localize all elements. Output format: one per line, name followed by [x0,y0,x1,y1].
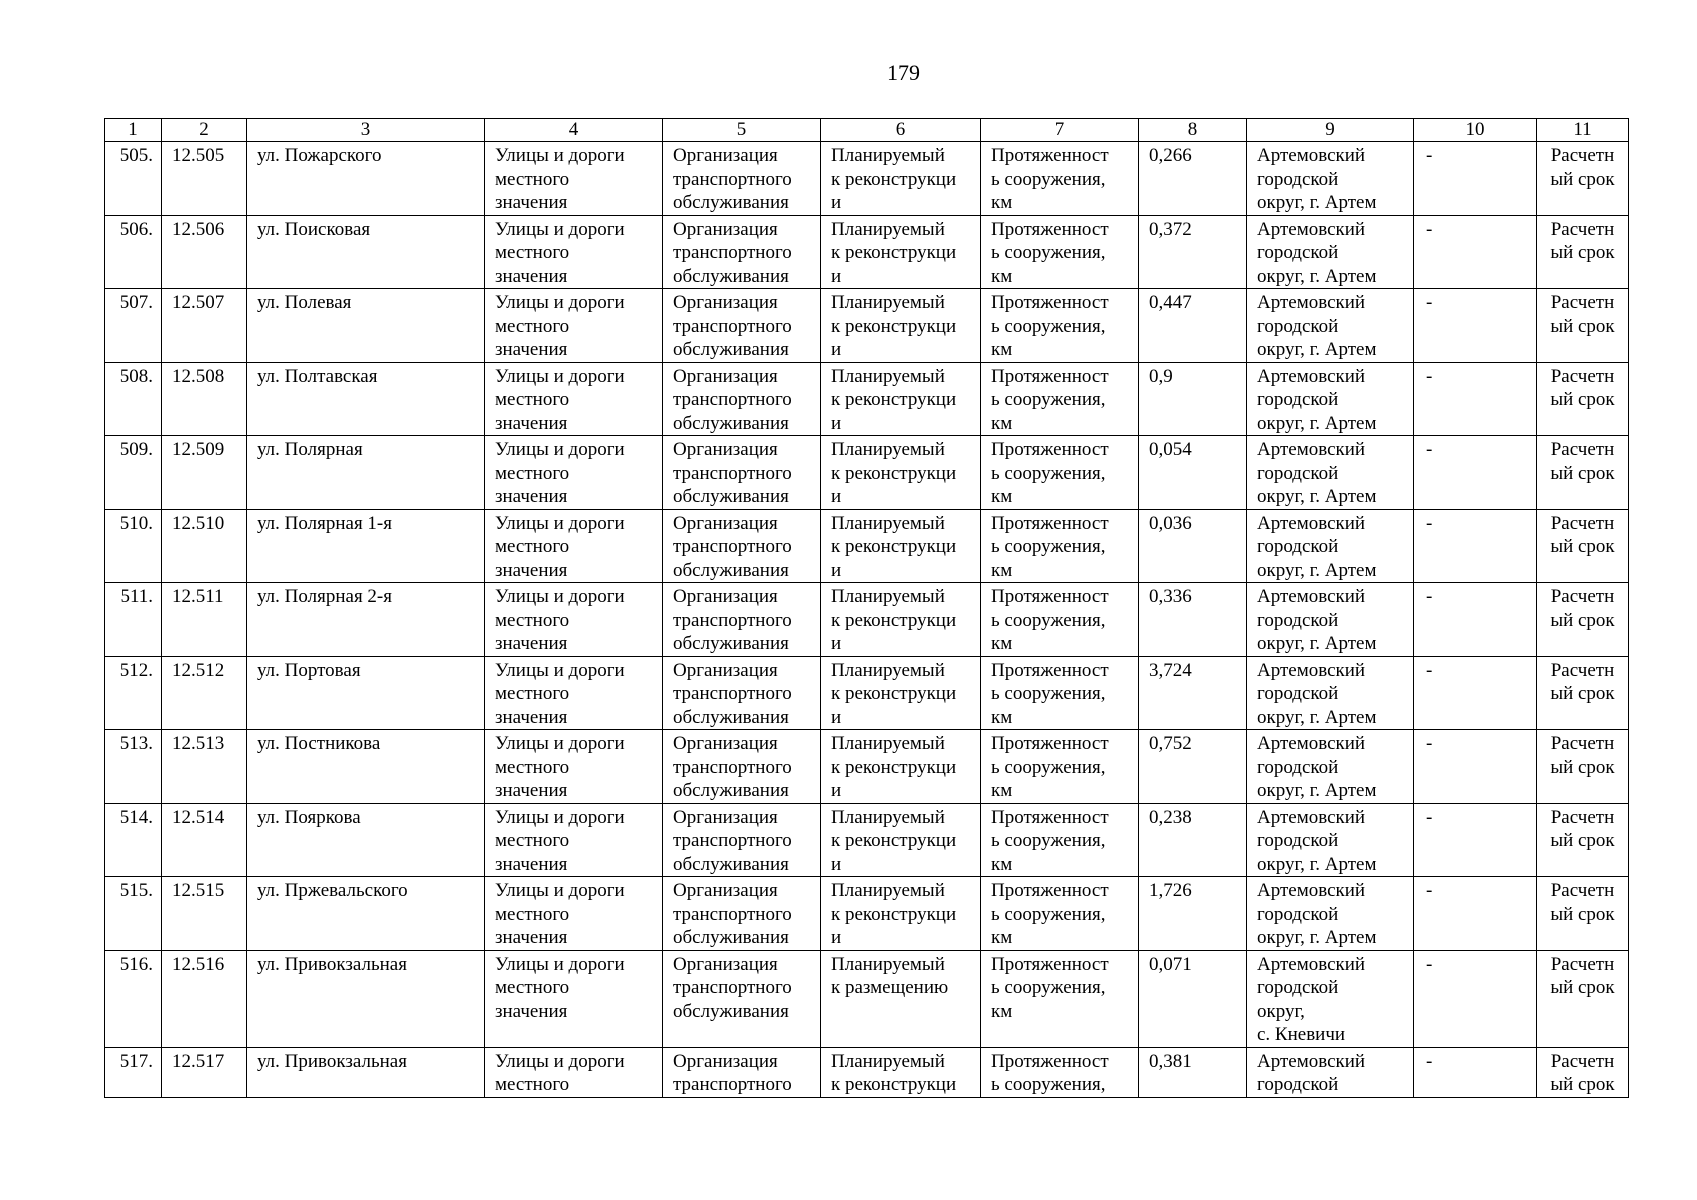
characteristic-name-cell: Протяженност ь сооружения, км [981,950,1139,1047]
street-name-cell: ул. Полярная [247,436,485,510]
location-cell: Артемовский городской округ, г. Артем [1247,656,1414,730]
zone-cell: - [1414,509,1537,583]
characteristic-value-cell: 0,036 [1139,509,1247,583]
column-header: 5 [663,119,821,142]
object-code-cell: 12.506 [162,215,247,289]
characteristic-value-cell: 0,266 [1139,142,1247,216]
object-type-cell: Улицы и дороги местного значения [485,436,663,510]
location-cell: Артемовский городской округ, г. Артем [1247,215,1414,289]
row-number-cell: 516. [105,950,162,1047]
location-cell: Артемовский городской округ, г. Артем [1247,583,1414,657]
row-number-cell: 509. [105,436,162,510]
term-cell: Расчетн ый срок [1537,950,1629,1047]
object-status-cell: Планируемый к реконструкци и [821,509,981,583]
object-type-cell: Улицы и дороги местного значения [485,215,663,289]
zone-cell: - [1414,142,1537,216]
table-row [105,215,1629,289]
term-cell: Расчетн ый срок [1537,583,1629,657]
column-header: 7 [981,119,1139,142]
object-purpose-cell: Организация транспортного [663,1047,821,1097]
street-name-cell: ул. Пояркова [247,803,485,877]
zone-cell: - [1414,1047,1537,1097]
object-code-cell: 12.507 [162,289,247,363]
characteristic-name-cell: Протяженност ь сооружения, км [981,289,1139,363]
characteristic-value-cell: 0,054 [1139,436,1247,510]
object-code-cell: 12.517 [162,1047,247,1097]
zone-cell: - [1414,583,1537,657]
table-row [105,289,1629,363]
street-name-cell: ул. Постникова [247,730,485,804]
location-cell: Артемовский городской округ, г. Артем [1247,289,1414,363]
row-number-cell: 511. [105,583,162,657]
object-code-cell: 12.510 [162,509,247,583]
row-number-cell: 515. [105,877,162,951]
characteristic-value-cell: 0,381 [1139,1047,1247,1097]
table-row [105,730,1629,804]
object-type-cell: Улицы и дороги местного значения [485,362,663,436]
street-name-cell: ул. Привокзальная [247,1047,485,1097]
table-row [105,362,1629,436]
table-row [105,1047,1629,1097]
object-status-cell: Планируемый к реконструкци и [821,583,981,657]
characteristic-name-cell: Протяженност ь сооружения, км [981,877,1139,951]
zone-cell: - [1414,656,1537,730]
zone-cell: - [1414,289,1537,363]
row-number-cell: 517. [105,1047,162,1097]
object-type-cell: Улицы и дороги местного значения [485,950,663,1047]
zone-cell: - [1414,803,1537,877]
object-purpose-cell: Организация транспортного обслуживания [663,142,821,216]
term-cell: Расчетн ый срок [1537,1047,1629,1097]
characteristic-name-cell: Протяженност ь сооружения, км [981,436,1139,510]
table-row [105,950,1629,1047]
object-status-cell: Планируемый к размещению [821,950,981,1047]
column-header: 6 [821,119,981,142]
object-type-cell: Улицы и дороги местного значения [485,803,663,877]
street-name-cell: ул. Поисковая [247,215,485,289]
characteristic-name-cell: Протяженност ь сооружения, км [981,215,1139,289]
object-type-cell: Улицы и дороги местного значения [485,289,663,363]
object-status-cell: Планируемый к реконструкци [821,1047,981,1097]
row-number-cell: 508. [105,362,162,436]
object-type-cell: Улицы и дороги местного значения [485,730,663,804]
object-type-cell: Улицы и дороги местного значения [485,509,663,583]
term-cell: Расчетн ый срок [1537,656,1629,730]
object-code-cell: 12.511 [162,583,247,657]
term-cell: Расчетн ый срок [1537,362,1629,436]
object-code-cell: 12.515 [162,877,247,951]
table-row [105,142,1629,216]
zone-cell: - [1414,362,1537,436]
object-type-cell: Улицы и дороги местного значения [485,656,663,730]
table-row [105,656,1629,730]
table-row [105,583,1629,657]
characteristic-value-cell: 0,238 [1139,803,1247,877]
zone-cell: - [1414,436,1537,510]
term-cell: Расчетн ый срок [1537,730,1629,804]
object-type-cell: Улицы и дороги местного значения [485,583,663,657]
column-header: 8 [1139,119,1247,142]
column-header: 10 [1414,119,1537,142]
characteristic-name-cell: Протяженност ь сооружения, км [981,656,1139,730]
location-cell: Артемовский городской округ, г. Артем [1247,803,1414,877]
street-name-cell: ул. Полярная 1-я [247,509,485,583]
object-code-cell: 12.512 [162,656,247,730]
object-purpose-cell: Организация транспортного обслуживания [663,436,821,510]
page-number: 179 [887,60,920,85]
characteristic-name-cell: Протяженност ь сооружения, [981,1047,1139,1097]
column-header: 11 [1537,119,1629,142]
characteristic-value-cell: 0,9 [1139,362,1247,436]
object-purpose-cell: Организация транспортного обслуживания [663,583,821,657]
term-cell: Расчетн ый срок [1537,436,1629,510]
characteristic-name-cell: Протяженност ь сооружения, км [981,509,1139,583]
row-number-cell: 514. [105,803,162,877]
data-table [104,118,1629,1098]
object-purpose-cell: Организация транспортного обслуживания [663,950,821,1047]
street-name-cell: ул. Пожарского [247,142,485,216]
column-header: 2 [162,119,247,142]
column-header: 4 [485,119,663,142]
street-name-cell: ул. Привокзальная [247,950,485,1047]
object-code-cell: 12.513 [162,730,247,804]
location-cell: Артемовский городской округ, с. Кневичи [1247,950,1414,1047]
characteristic-name-cell: Протяженност ь сооружения, км [981,803,1139,877]
table-row [105,436,1629,510]
object-type-cell: Улицы и дороги местного [485,1047,663,1097]
table-row [105,509,1629,583]
street-name-cell: ул. Полярная 2-я [247,583,485,657]
zone-cell: - [1414,877,1537,951]
object-purpose-cell: Организация транспортного обслуживания [663,215,821,289]
row-number-cell: 505. [105,142,162,216]
object-status-cell: Планируемый к реконструкци и [821,730,981,804]
location-cell: Артемовский городской округ, г. Артем [1247,509,1414,583]
object-purpose-cell: Организация транспортного обслуживания [663,730,821,804]
characteristic-value-cell: 0,372 [1139,215,1247,289]
table-row [105,803,1629,877]
object-purpose-cell: Организация транспортного обслуживания [663,656,821,730]
object-purpose-cell: Организация транспортного обслуживания [663,362,821,436]
characteristic-name-cell: Протяженност ь сооружения, км [981,362,1139,436]
object-code-cell: 12.508 [162,362,247,436]
term-cell: Расчетн ый срок [1537,142,1629,216]
object-code-cell: 12.505 [162,142,247,216]
zone-cell: - [1414,215,1537,289]
characteristic-value-cell: 0,752 [1139,730,1247,804]
row-number-cell: 510. [105,509,162,583]
street-name-cell: ул. Полевая [247,289,485,363]
object-purpose-cell: Организация транспортного обслуживания [663,877,821,951]
characteristic-value-cell: 0,071 [1139,950,1247,1047]
term-cell: Расчетн ый срок [1537,877,1629,951]
object-type-cell: Улицы и дороги местного значения [485,142,663,216]
row-number-cell: 512. [105,656,162,730]
characteristic-name-cell: Протяженност ь сооружения, км [981,142,1139,216]
object-code-cell: 12.514 [162,803,247,877]
term-cell: Расчетн ый срок [1537,509,1629,583]
location-cell: Артемовский городской округ, г. Артем [1247,362,1414,436]
characteristic-value-cell: 0,336 [1139,583,1247,657]
location-cell: Артемовский городской [1247,1047,1414,1097]
object-code-cell: 12.516 [162,950,247,1047]
column-header: 3 [247,119,485,142]
location-cell: Артемовский городской округ, г. Артем [1247,730,1414,804]
column-header: 9 [1247,119,1414,142]
zone-cell: - [1414,730,1537,804]
column-header: 1 [105,119,162,142]
row-number-cell: 513. [105,730,162,804]
location-cell: Артемовский городской округ, г. Артем [1247,142,1414,216]
street-name-cell: ул. Пржевальского [247,877,485,951]
object-status-cell: Планируемый к реконструкци и [821,289,981,363]
characteristic-value-cell: 3,724 [1139,656,1247,730]
street-name-cell: ул. Полтавская [247,362,485,436]
object-purpose-cell: Организация транспортного обслуживания [663,803,821,877]
object-status-cell: Планируемый к реконструкци и [821,803,981,877]
object-status-cell: Планируемый к реконструкци и [821,656,981,730]
object-status-cell: Планируемый к реконструкци и [821,142,981,216]
column-header-row [105,119,1629,142]
object-status-cell: Планируемый к реконструкци и [821,877,981,951]
object-status-cell: Планируемый к реконструкци и [821,215,981,289]
location-cell: Артемовский городской округ, г. Артем [1247,877,1414,951]
street-name-cell: ул. Портовая [247,656,485,730]
object-purpose-cell: Организация транспортного обслуживания [663,289,821,363]
object-status-cell: Планируемый к реконструкци и [821,436,981,510]
object-purpose-cell: Организация транспортного обслуживания [663,509,821,583]
location-cell: Артемовский городской округ, г. Артем [1247,436,1414,510]
zone-cell: - [1414,950,1537,1047]
term-cell: Расчетн ый срок [1537,803,1629,877]
row-number-cell: 507. [105,289,162,363]
term-cell: Расчетн ый срок [1537,289,1629,363]
characteristic-value-cell: 0,447 [1139,289,1247,363]
term-cell: Расчетн ый срок [1537,215,1629,289]
row-number-cell: 506. [105,215,162,289]
table-row [105,877,1629,951]
object-code-cell: 12.509 [162,436,247,510]
characteristic-name-cell: Протяженност ь сооружения, км [981,730,1139,804]
characteristic-name-cell: Протяженност ь сооружения, км [981,583,1139,657]
object-status-cell: Планируемый к реконструкци и [821,362,981,436]
object-type-cell: Улицы и дороги местного значения [485,877,663,951]
characteristic-value-cell: 1,726 [1139,877,1247,951]
